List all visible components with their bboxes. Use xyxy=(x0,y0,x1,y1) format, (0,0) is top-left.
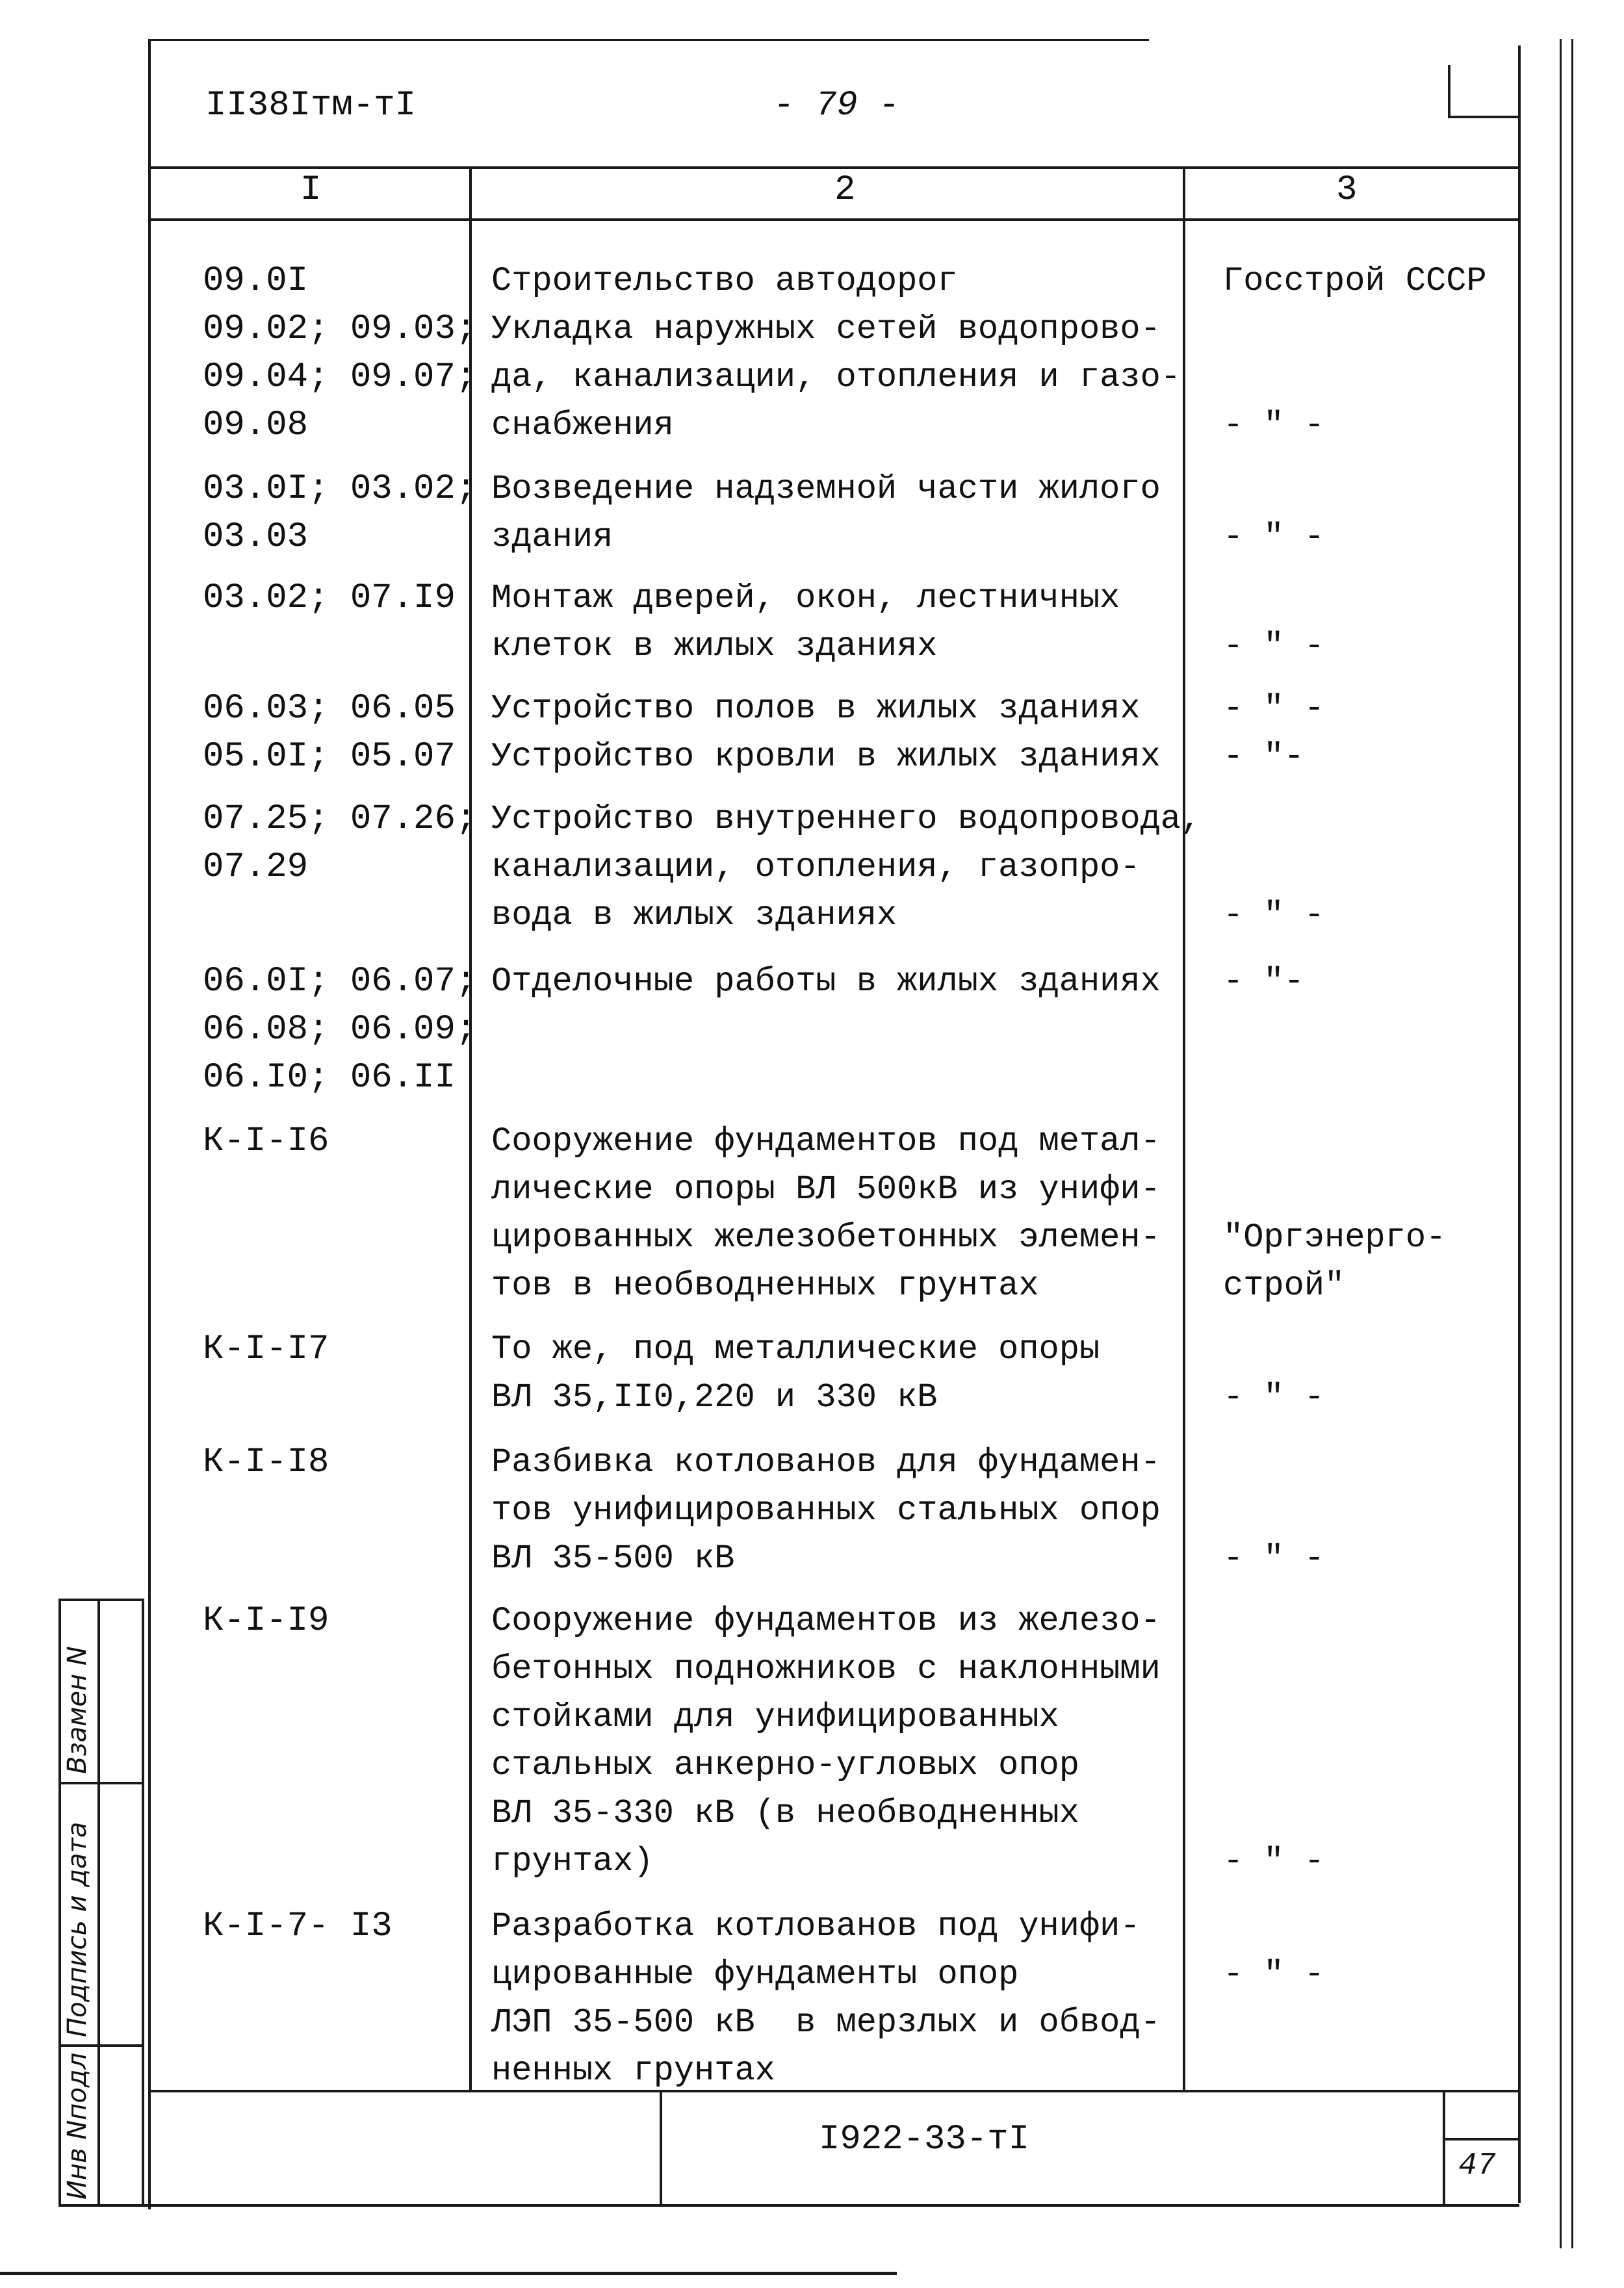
row-code: К-I-I6 xyxy=(203,1122,329,1161)
row-code: К-I-I9 xyxy=(203,1601,329,1641)
row-organization: - " - xyxy=(1223,518,1325,556)
row-description: Устройство внутреннего водопровода, канализации, отопления, газопро- вода в жилых зданиях xyxy=(491,800,1202,934)
row-organization: - " - xyxy=(1223,1378,1325,1417)
stamp-inv-no: Инв Nподл xyxy=(62,2052,92,2200)
frame-right-border xyxy=(1518,45,1521,2203)
row-organization: "Оргэнерго- строй" xyxy=(1223,1218,1447,1305)
footer-document-code: I922-33-тI xyxy=(819,2120,1030,2159)
stamp-top xyxy=(58,1599,144,1601)
row-description: Отделочные работы в жилых зданиях xyxy=(491,962,1161,1001)
row-organization: - " - xyxy=(1223,627,1325,665)
corner-mark xyxy=(1448,65,1450,117)
page-number: - 79 - xyxy=(773,86,900,125)
stamp-sep-1 xyxy=(58,1782,144,1784)
row-code: К-I-7- I3 xyxy=(203,1907,393,1946)
column-number-3: 3 xyxy=(1336,170,1358,210)
row-description: Устройство полов в жилых зданиях Устройство кровли в жилых зданиях xyxy=(491,689,1161,776)
row-organization: Госстрой СССР - " - xyxy=(1223,262,1487,444)
document-code: II38Iтм-тI xyxy=(205,86,417,125)
stamp-sign-date: Подпись и дата xyxy=(62,1821,92,2037)
row-organization: - " - xyxy=(1223,1842,1325,1881)
stamp-mid xyxy=(97,1599,100,2205)
row-organization: - "- xyxy=(1223,962,1304,1001)
row-description: Разработка котлованов под унифи- цированные фундаменты опор ЛЭП 35-500 кВ в мерзлых и обвод- ненных грунтах xyxy=(491,1907,1161,2090)
footer-sheet-divider xyxy=(1443,2090,1445,2204)
row-organization: - " - xyxy=(1223,1539,1325,1578)
footer-sheet-number: 47 xyxy=(1458,2148,1496,2183)
footer-bottom-line xyxy=(58,2204,1519,2207)
colnum-bottom-line xyxy=(148,218,1519,221)
column-number-1: I xyxy=(300,170,322,210)
row-code: 03.0I; 03.02; 03.03 xyxy=(203,469,477,557)
row-description: Монтаж дверей, окон, лестничных клеток в жилых зданиях xyxy=(491,579,1120,665)
row-code: 06.03; 06.05 05.0I; 05.07 xyxy=(203,689,456,777)
col1-divider xyxy=(469,166,472,2091)
column-number-2: 2 xyxy=(834,170,856,210)
row-description: Строительство автодорог Укладка наружных сетей водопрово- да, канализации, отопления и газо- снабжения xyxy=(491,262,1181,444)
stamp-sep-2 xyxy=(58,2044,144,2047)
stamp-right xyxy=(142,1599,144,2205)
header-bottom-line xyxy=(148,166,1519,169)
row-organization: - " - xyxy=(1223,1955,1325,1994)
footer-title-divider xyxy=(660,2090,662,2204)
stamp-replaced: Взамен N xyxy=(62,1646,92,1774)
binding-line-2 xyxy=(1571,39,1573,2248)
row-organization: - " - - "- xyxy=(1223,689,1325,776)
row-code: 07.25; 07.26; 07.29 xyxy=(203,799,477,887)
row-description: Сооружение фундаментов под метал- лические опоры ВЛ 500кВ из унифи- цированных железобетонных элемен- тов в необводненных грунтах xyxy=(491,1122,1161,1305)
corner-mark-line xyxy=(1448,116,1519,118)
row-code: К-I-I7 xyxy=(203,1330,329,1369)
stamp-left xyxy=(58,1599,61,2205)
footer-sheet-line xyxy=(1443,2138,1519,2140)
frame-left-border xyxy=(148,39,151,2209)
row-description: Возведение надземной части жилого здания xyxy=(491,470,1161,556)
row-code: 06.0I; 06.07; 06.08; 06.09; 06.I0; 06.II xyxy=(203,962,477,1098)
row-description: Разбивка котлованов для фундамен- тов унифицированных стальных опор ВЛ 35-500 кВ xyxy=(491,1443,1161,1578)
page-bottom-line xyxy=(0,2272,897,2275)
row-code: К-I-I8 xyxy=(203,1443,329,1482)
row-description: То же, под металлические опоры ВЛ 35,II0,220 и 330 кВ xyxy=(491,1330,1100,1417)
row-description: Сооружение фундаментов из железо- бетонных подножников с наклонными стойками для унифицированных стальных анкерно-угловых опор ВЛ 35-330 кВ (в необводненных грунтах) xyxy=(491,1602,1161,1881)
header-top-line xyxy=(148,39,1149,41)
row-code: 09.0I 09.02; 09.03; 09.04; 09.07; 09.08 xyxy=(203,261,477,445)
col2-divider xyxy=(1183,166,1185,2091)
binding-line-1 xyxy=(1560,39,1562,2248)
row-code: 03.02; 07.I9 xyxy=(203,578,456,618)
row-organization: - " - xyxy=(1223,896,1325,934)
